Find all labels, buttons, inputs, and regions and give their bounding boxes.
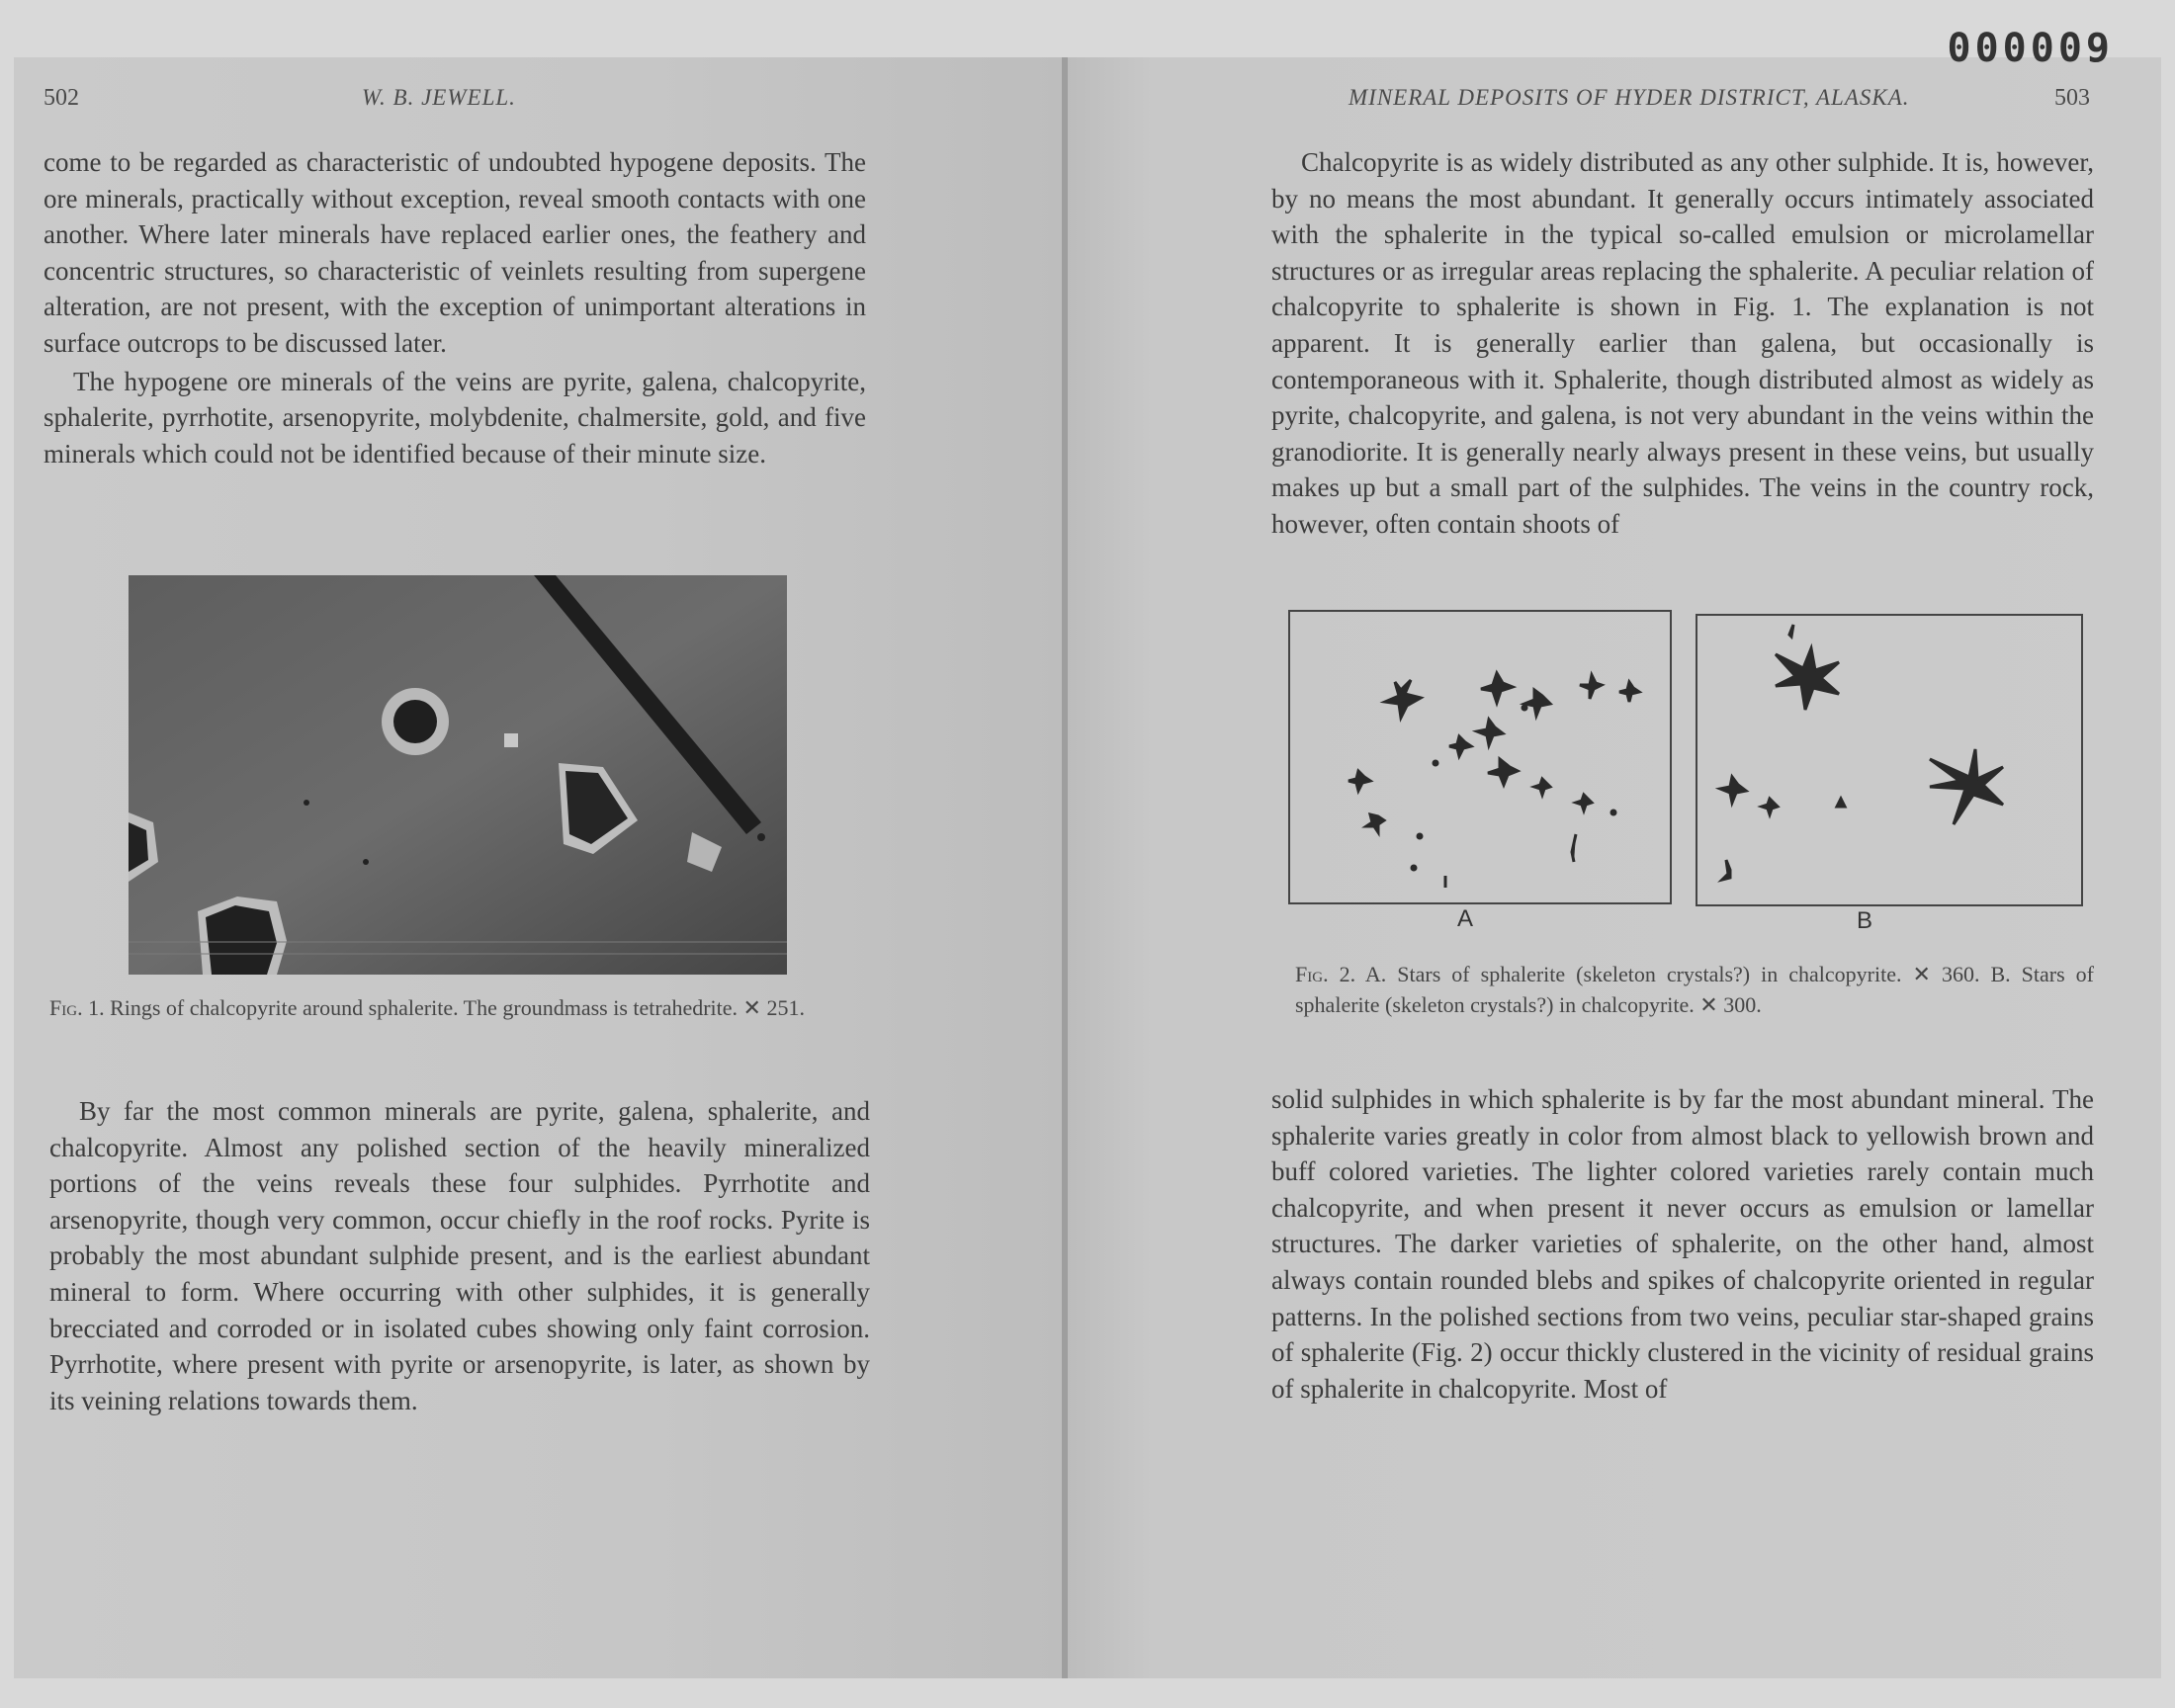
- right-paragraph-2: solid sulphides in which sphalerite is by far the most abundant mineral. The sphalerite varies greatly in color from almost black to yellowish brown and buff colored varieties. The lighter colored varieties rarely contain much chalcopyrite, and when present it never occurs as emulsion or lamellar structures. The darker varieties of sphalerite, on the other hand, almost always contain rounded blebs and spikes of chalcopyrite oriented in regular patterns. In the polished sections from two veins, peculiar star-shaped grains of sphalerite (Fig. 2) occur thickly clustered in the vicinity of residual grains of sphalerite in chalcopyrite. Most of: [1271, 1084, 2094, 1404]
- right-text-block-1: [1271, 144, 2094, 543]
- figure-2-panel-b: [1696, 615, 2082, 905]
- book-gutter: [1062, 57, 1068, 1678]
- figure-1-image: [129, 575, 787, 975]
- right-paragraph-1: Chalcopyrite is as widely distributed as any other sulphide. It is, however, by no means the most abundant. It generally occurs intimately associated with the sphalerite in the typical so-called emulsion or microlamellar structures or as irregular areas replacing the sphalerite. A peculiar relation of chalcopyrite to sphalerite is shown in Fig. 1. The explanation is not apparent. It is generally earlier than galena, but occasionally is contemporaneous with it. Sphalerite, though distributed almost as widely as pyrite, chalcopyrite, and galena, is not very abundant in the veins within the granodiorite. It is generally nearly always present in these veins, but usually makes up but a small part of the sulphides. The veins in the country rock, however, often contain shoots of: [1271, 147, 2094, 539]
- figure-2-panel-a: [1289, 611, 1671, 903]
- figure-2-caption-text: A. Stars of sphalerite (skeleton crystals?) in chalcopyrite. ✕ 360. B. Stars of sphalerite (skeleton crystals?) in chalcopyrite. ✕ 300.: [1295, 962, 2094, 1017]
- left-paragraph-3: By far the most common minerals are pyrite, galena, sphalerite, and chalcopyrite. Almost any polished section of the heavily mineralized portions of the veins reveals these four sulphides. Pyrrhotite and arsenopyrite, though very common, occur chiefly in the roof rocks. Pyrite is probably the most abundant sulphide present, and is the earliest abundant mineral to form. Where occurring with other sulphides, it is generally brecciated and corroded or in isolated cubes showing only faint corrosion. Pyrrhotite, where present with pyrite or arsenopyrite, is later, as shown by its veining relations towards them.: [49, 1096, 870, 1415]
- panel-b-stars: [1720, 625, 2003, 880]
- figure-2-panel-a-label: A: [1457, 905, 1474, 932]
- left-paragraph-2: The hypogene ore minerals of the veins are pyrite, galena, chalcopyrite, sphalerite, pyrrhotite, arsenopyrite, molybdenite, chalmersite, gold, and five minerals which could not be identified because of their minute size.: [44, 366, 866, 469]
- left-running-head: W. B. JEWELL.: [362, 85, 516, 110]
- figure-1-label: Fig. 1.: [49, 995, 105, 1020]
- figure-2-label: Fig. 2.: [1295, 962, 1356, 986]
- panel-a-stars: [1348, 673, 1639, 888]
- figure-1-caption: [49, 992, 868, 1023]
- figure-1-caption-text: Rings of chalcopyrite around sphalerite. The groundmass is tetrahedrite. ✕ 251.: [110, 995, 805, 1020]
- figure-2-caption: [1295, 959, 2094, 1020]
- right-running-head: MINERAL DEPOSITS OF HYDER DISTRICT, ALASKA.: [1348, 85, 1910, 110]
- right-text-block-2: [1271, 1081, 2094, 1407]
- figure-2-drawing: [1287, 609, 2092, 931]
- left-text-block-2: [49, 1093, 870, 1418]
- figure-2: [1287, 609, 2092, 934]
- left-page-number: 502: [44, 85, 79, 111]
- right-page-number: 503: [2054, 85, 2090, 111]
- figure-1-photomicrograph: [129, 575, 787, 975]
- left-paragraph-1: come to be regarded as characteristic of undoubted hypogene deposits. The ore minerals, practically without exception, reveal smooth contacts with one another. Where later minerals have replaced earlier ones, the feathery and concentric structures, so characteristic of veinlets resulting from supergene alteration, are not present, with the exception of unimportant alterations in surface outcrops to be discussed later.: [44, 147, 866, 358]
- document-stamp: 000009: [1947, 26, 2114, 71]
- left-text-block-1: [44, 144, 866, 471]
- figure-2-panel-b-label: B: [1857, 907, 1873, 934]
